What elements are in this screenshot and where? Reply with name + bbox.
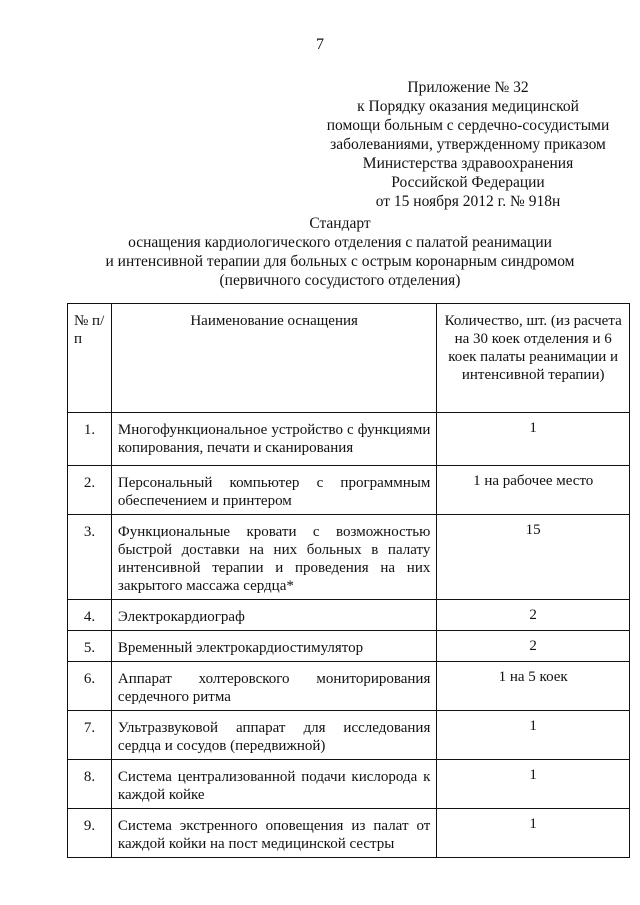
header-name: Наименование оснащения <box>111 304 436 413</box>
row-quantity: 2 <box>437 631 630 662</box>
table-row <box>68 662 630 711</box>
row-name: Функциональные кровати с возможностью быстрой доставки на них больных в палату интенсивной терапии и проведения на них закрытого массажа сердца* <box>111 515 436 600</box>
header-quantity: Количество, шт. (из расчета на 30 коек отделения и 6 коек палаты реанимации и интенсивной терапии) <box>437 304 630 413</box>
row-name: Система централизованной подачи кислорода к каждой койке <box>111 760 436 809</box>
row-number: 3. <box>68 515 112 600</box>
row-name: Многофункциональное устройство с функциями копирования, печати и сканирования <box>111 413 436 466</box>
header-number: № п/п <box>68 304 112 413</box>
row-quantity: 1 <box>437 760 630 809</box>
row-number: 6. <box>68 662 112 711</box>
table-row <box>68 631 630 662</box>
appendix-line: заболеваниями, утвержденному приказом <box>330 136 606 153</box>
standard-line: оснащения кардиологического отделения с палатой реанимации <box>128 234 552 251</box>
standard-title: Стандарт <box>309 215 371 232</box>
appendix-line: помощи больным с сердечно-сосудистыми <box>326 117 610 134</box>
appendix-line: Приложение № 32 <box>407 79 529 96</box>
appendix-line: Министерства здравоохранения <box>362 155 574 172</box>
row-number: 4. <box>68 600 112 631</box>
row-number: 9. <box>68 809 112 858</box>
equipment-table <box>67 303 630 858</box>
standard-line: (первичного сосудистого отделения) <box>219 272 461 289</box>
page-number: 7 <box>316 36 324 53</box>
row-quantity: 2 <box>437 600 630 631</box>
table-row <box>68 515 630 600</box>
row-number: 2. <box>68 466 112 515</box>
row-quantity: 1 на 5 коек <box>437 662 630 711</box>
row-number: 1. <box>68 413 112 466</box>
table-row <box>68 466 630 515</box>
row-quantity: 1 <box>437 711 630 760</box>
row-number: 7. <box>68 711 112 760</box>
row-number: 5. <box>68 631 112 662</box>
table-header-row <box>68 304 630 413</box>
row-name: Электрокардиограф <box>111 600 436 631</box>
row-quantity: 1 <box>437 809 630 858</box>
row-name: Персональный компьютер с программным обеспечением и принтером <box>111 466 436 515</box>
row-name: Ультразвуковой аппарат для исследования сердца и сосудов (передвижной) <box>111 711 436 760</box>
standard-heading <box>60 214 620 290</box>
appendix-header <box>318 78 618 211</box>
row-quantity: 15 <box>437 515 630 600</box>
appendix-line: к Порядку оказания медицинской <box>357 98 579 115</box>
table-row <box>68 600 630 631</box>
appendix-line: Российской Федерации <box>391 174 545 191</box>
row-quantity: 1 <box>437 413 630 466</box>
appendix-line: от 15 ноября 2012 г. № 918н <box>375 193 561 210</box>
row-name: Временный электрокардиостимулятор <box>111 631 436 662</box>
table-row <box>68 413 630 466</box>
table-row <box>68 760 630 809</box>
table-row <box>68 809 630 858</box>
row-name: Система экстренного оповещения из палат от каждой койки на пост медицинской сестры <box>111 809 436 858</box>
standard-line: и интенсивной терапии для больных с острым коронарным синдромом <box>105 253 575 270</box>
table-row <box>68 711 630 760</box>
row-name: Аппарат холтеровского мониторирования сердечного ритма <box>111 662 436 711</box>
row-quantity: 1 на рабочее место <box>437 466 630 515</box>
row-number: 8. <box>68 760 112 809</box>
